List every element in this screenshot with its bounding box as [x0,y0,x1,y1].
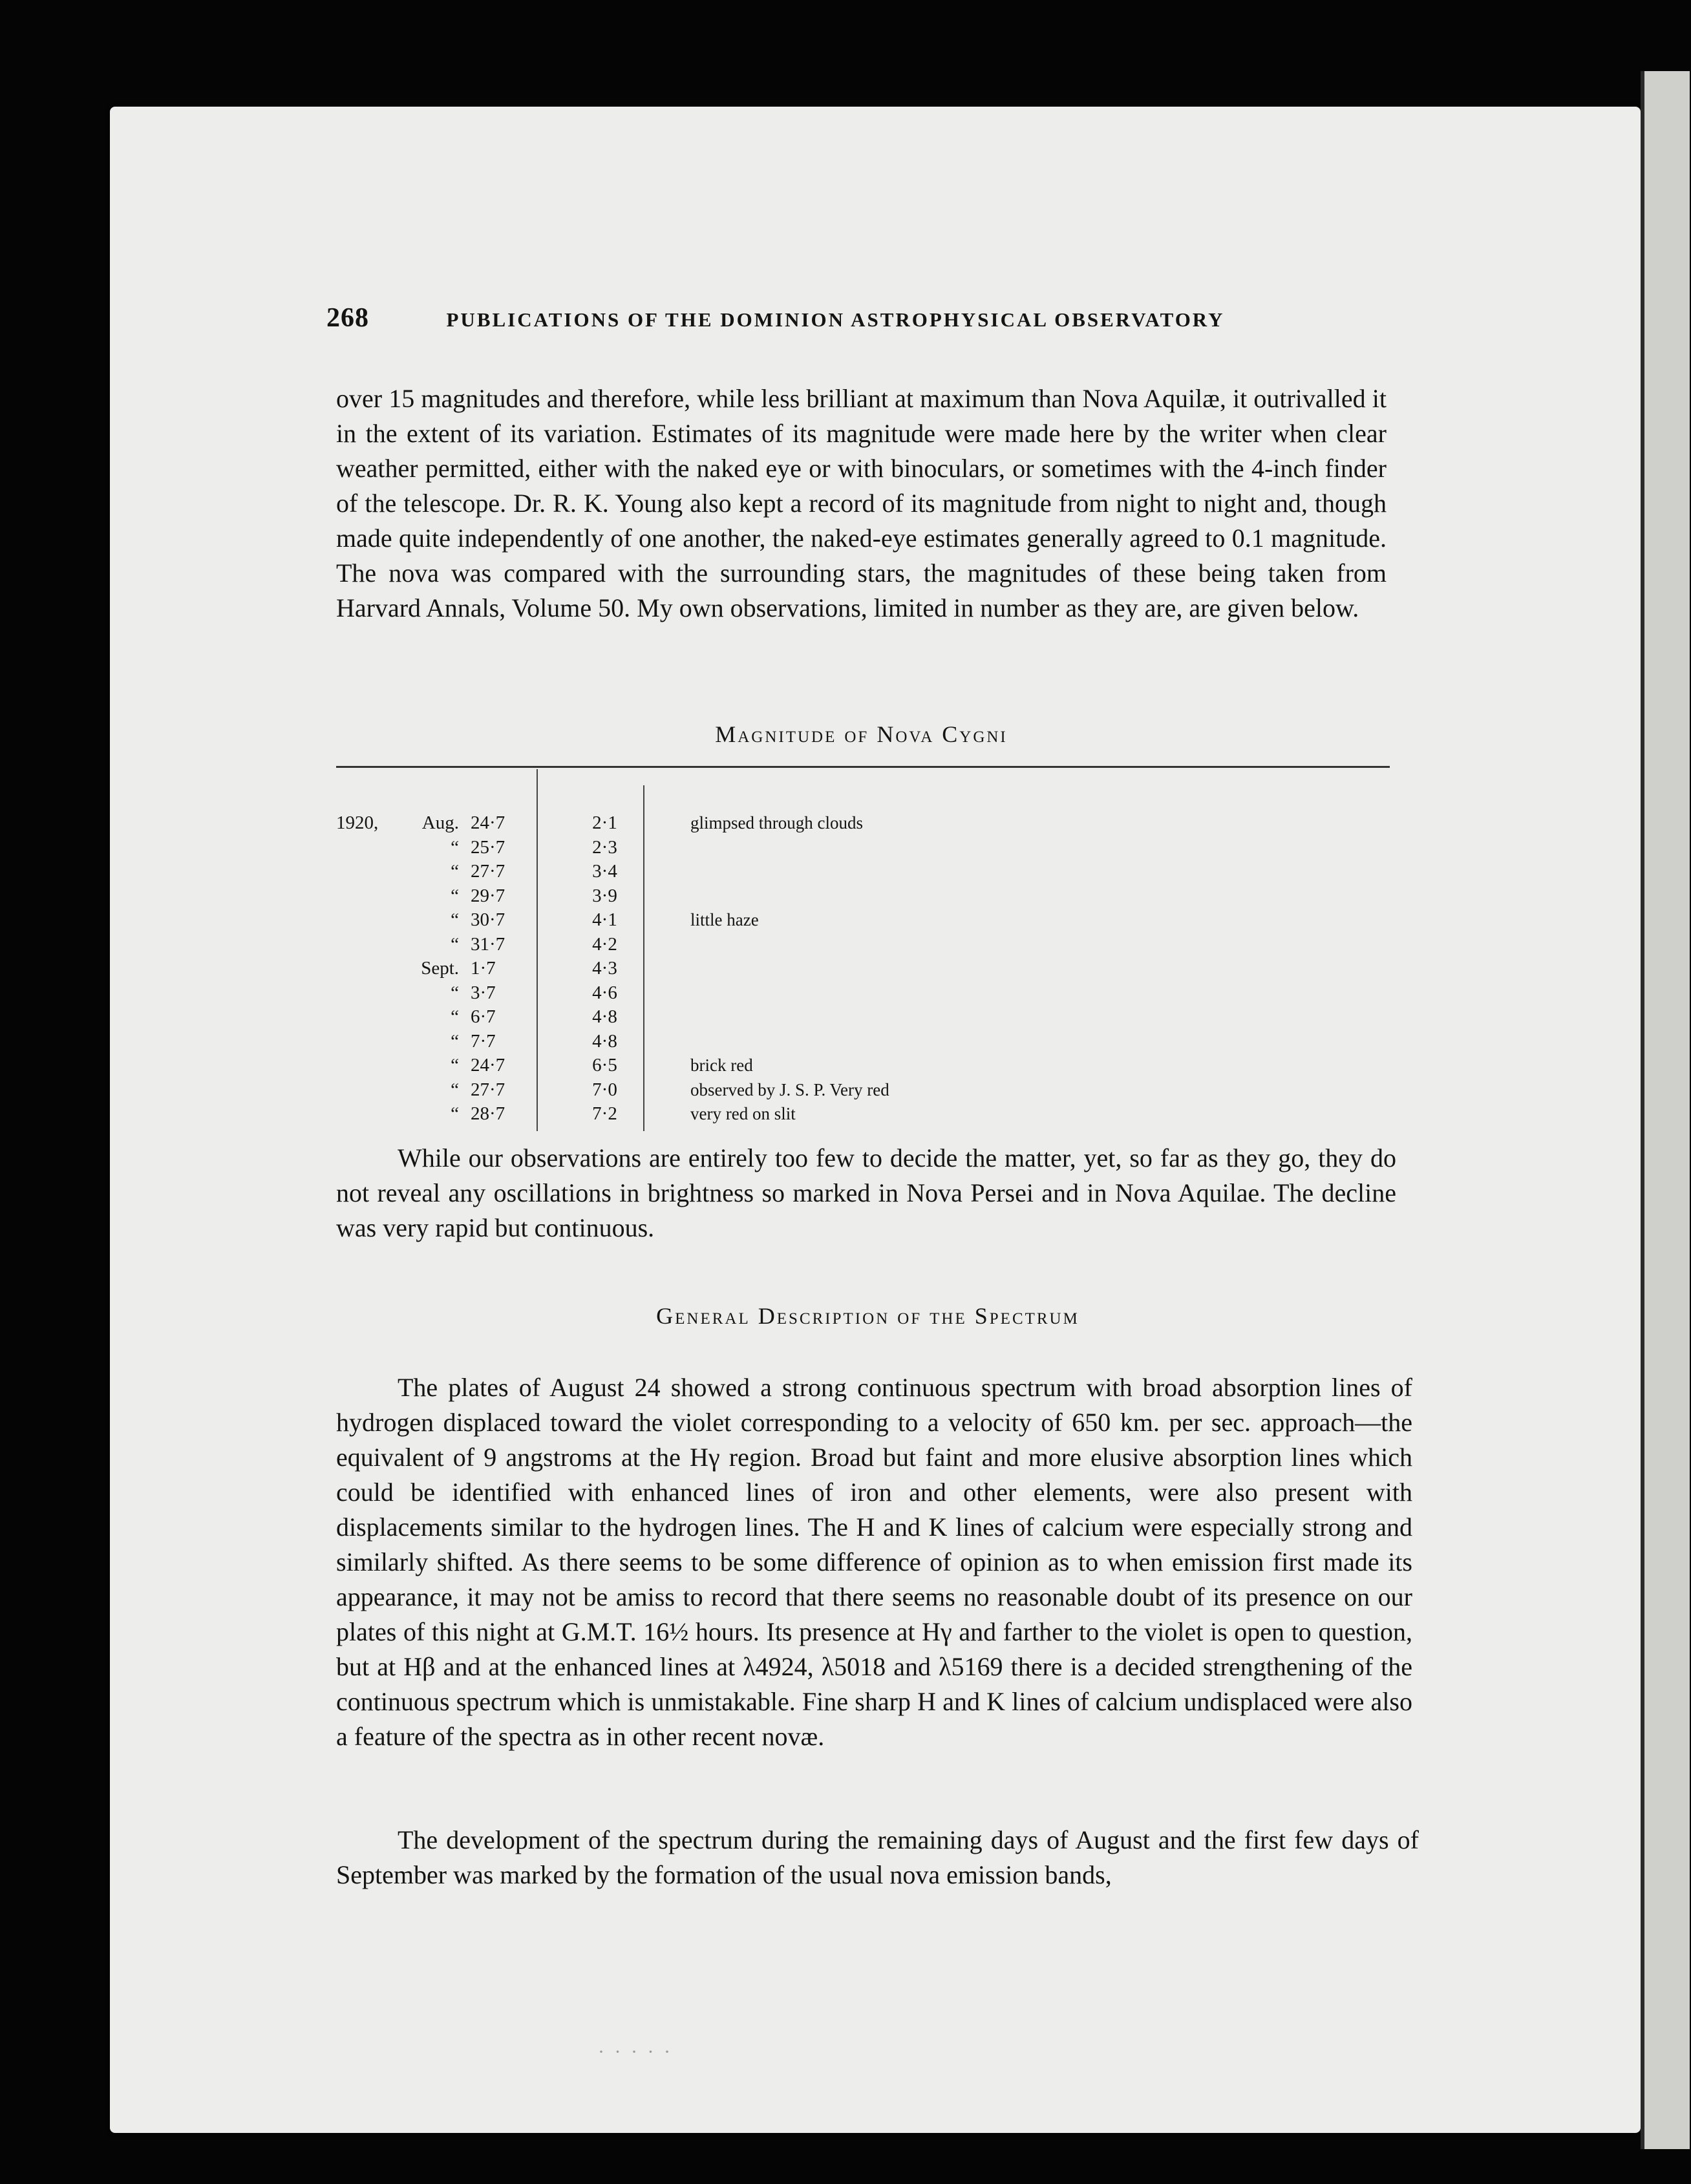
table-cell-day: 6·7 [471,1006,496,1027]
table-cell-year [336,1005,401,1030]
table-cell-year [336,957,401,981]
paragraph-intro: over 15 magnitudes and therefore, while less brilliant at maximum than Nova Aquilæ, it outrivalled it in the extent of its variation. Estimates of its magnitude were made here by the writer when clear weather permitted, either with the naked eye or with binoculars, or sometimes with the 4-inch finder of the telescope. Dr. R. K. Young also kept a record of its magnitude from night to night and, though made quite independently of one another, the naked-eye estimates generally agreed to 0.1 magnitude. The nova was compared with the surrounding stars, the magnitudes of these being taken from Harvard Annals, Volume 50. My own observations, limited in number as they are, are given below. [336,384,1387,622]
magnitude-table [336,811,983,1127]
table-cell-year [336,860,401,884]
table-row [336,1102,983,1127]
table-row [336,1078,983,1103]
paragraph-development: The development of the spectrum during the remaining days of August and the first few days of September was marked by the formation of the usual nova emission bands, [336,1825,1419,1889]
table-cell-month: “ [451,885,459,906]
table-cell-year [336,981,401,1006]
table-cell-month: Aug. [421,812,459,833]
table-title: Magnitude of Nova Cygni [715,721,1008,747]
table-cell-day: 30·7 [471,909,505,930]
table-cell-month: “ [451,933,459,955]
table-cell-month: “ [451,1079,459,1100]
table-row [336,811,983,836]
table-cell-day: 27·7 [471,861,505,882]
table-top-rule [336,766,1390,768]
table-cell-month: “ [451,909,459,930]
table-cell-year [336,1054,401,1078]
table-cell-month: “ [451,1030,459,1052]
table-cell-month: “ [451,861,459,882]
table-cell-month: “ [451,1103,459,1124]
table-cell-magnitude: 3·9 [592,885,617,906]
table-cell-year [336,884,401,909]
table-cell-magnitude: 7·0 [592,1079,617,1100]
table-row [336,933,983,957]
section-heading: General Description of the Spectrum [656,1303,1079,1329]
table-cell-magnitude: 4·8 [592,1006,617,1027]
table-cell-magnitude: 3·4 [592,861,617,882]
table-row [336,1005,983,1030]
table-cell-magnitude: 6·5 [592,1055,617,1076]
table-cell-remark [661,884,983,909]
table-cell-day: 27·7 [471,1079,505,1100]
table-row [336,908,983,933]
table-cell-day: 25·7 [471,836,505,858]
table-cell-magnitude: 2·1 [592,812,617,833]
adjacent-page-edge [1641,71,1690,2149]
table-cell-year [336,836,401,860]
table-cell-year [336,1030,401,1054]
table-cell-remark [661,1005,983,1030]
table-cell-day: 3·7 [471,982,496,1003]
table-cell-magnitude: 4·2 [592,933,617,955]
table-cell-remark [661,981,983,1006]
page-number: 268 [326,303,369,333]
table-cell-remark: very red on slit [690,1104,796,1123]
table-cell-remark: observed by J. S. P. Very red [690,1079,889,1099]
table-cell-day: 1·7 [471,958,496,979]
table-cell-remark [661,957,983,981]
paragraph-observations: While our observations are entirely too few to decide the matter, yet, so far as they go, they do not reveal any oscillations in brightness so marked in Nova Persei and in Nova Aquilae. The decline was very rapid but continuous. [336,1143,1396,1242]
table-cell-year [336,1102,401,1127]
table-row [336,1030,983,1054]
table-cell-magnitude: 4·3 [592,958,617,979]
table-cell-day: 24·7 [471,812,505,833]
table-cell-day: 7·7 [471,1030,496,1052]
table-cell-remark [661,933,983,957]
table-row [336,860,983,884]
table-cell-magnitude: 7·2 [592,1103,617,1124]
table-cell-year: 1920, [336,812,379,833]
table-cell-year [336,1078,401,1103]
table-cell-remark [661,860,983,884]
table-cell-day: 29·7 [471,885,505,906]
table-cell-year [336,933,401,957]
running-head-title: PUBLICATIONS OF THE DOMINION ASTROPHYSICAL OBSERVATORY [446,308,1225,331]
table-cell-day: 24·7 [471,1055,505,1076]
table-cell-remark [661,836,983,860]
table-cell-month: “ [451,1055,459,1076]
table-cell-magnitude: 4·6 [592,982,617,1003]
table-cell-magnitude: 4·8 [592,1030,617,1052]
table-cell-month: “ [451,836,459,858]
running-head [326,302,1283,334]
table-cell-month: “ [451,1006,459,1027]
table-cell-year [336,908,401,933]
table-row [336,884,983,909]
table-cell-day: 31·7 [471,933,505,955]
table-cell-magnitude: 2·3 [592,836,617,858]
paragraph-spectrum: The plates of August 24 showed a strong continuous spectrum with broad absorption lines of hydrogen displaced toward the violet corresponding to a velocity of 650 km. per sec. approach—the equivalent of 9 angstroms at the Hγ region. Broad but faint and more elusive absorption lines which could be identified with enhanced lines of iron and other elements, were also present with displacements similar to the hydrogen lines. The H and K lines of calcium were especially strong and similarly shifted. As there seems to be some difference of opinion as to when emission first made its appearance, it may not be amiss to record that there seems no reasonable doubt of its presence on our plates of this night at G.M.T. 16½ hours. Its presence at Hγ and farther to the violet is open to question, but at Hβ and at the enhanced lines at λ4924, λ5018 and λ5169 there is a decided strengthening of the continuous spectrum which is unmistakable. Fine sharp H and K lines of calcium undisplaced were also a feature of the spectra as in other recent novæ. [336,1373,1412,1751]
table-row [336,957,983,981]
table-row [336,981,983,1006]
table-cell-magnitude: 4·1 [592,909,617,930]
table-cell-month: Sept. [421,958,459,979]
table-cell-month: “ [451,982,459,1003]
table-cell-remark: little haze [690,910,759,929]
ink-smudge: · · · · · [598,2041,673,2062]
table-cell-remark: brick red [690,1055,753,1075]
table-cell-day: 28·7 [471,1103,505,1124]
table-row [336,836,983,860]
table-cell-remark: glimpsed through clouds [690,813,863,832]
table-row [336,1054,983,1078]
table-cell-remark [661,1030,983,1054]
